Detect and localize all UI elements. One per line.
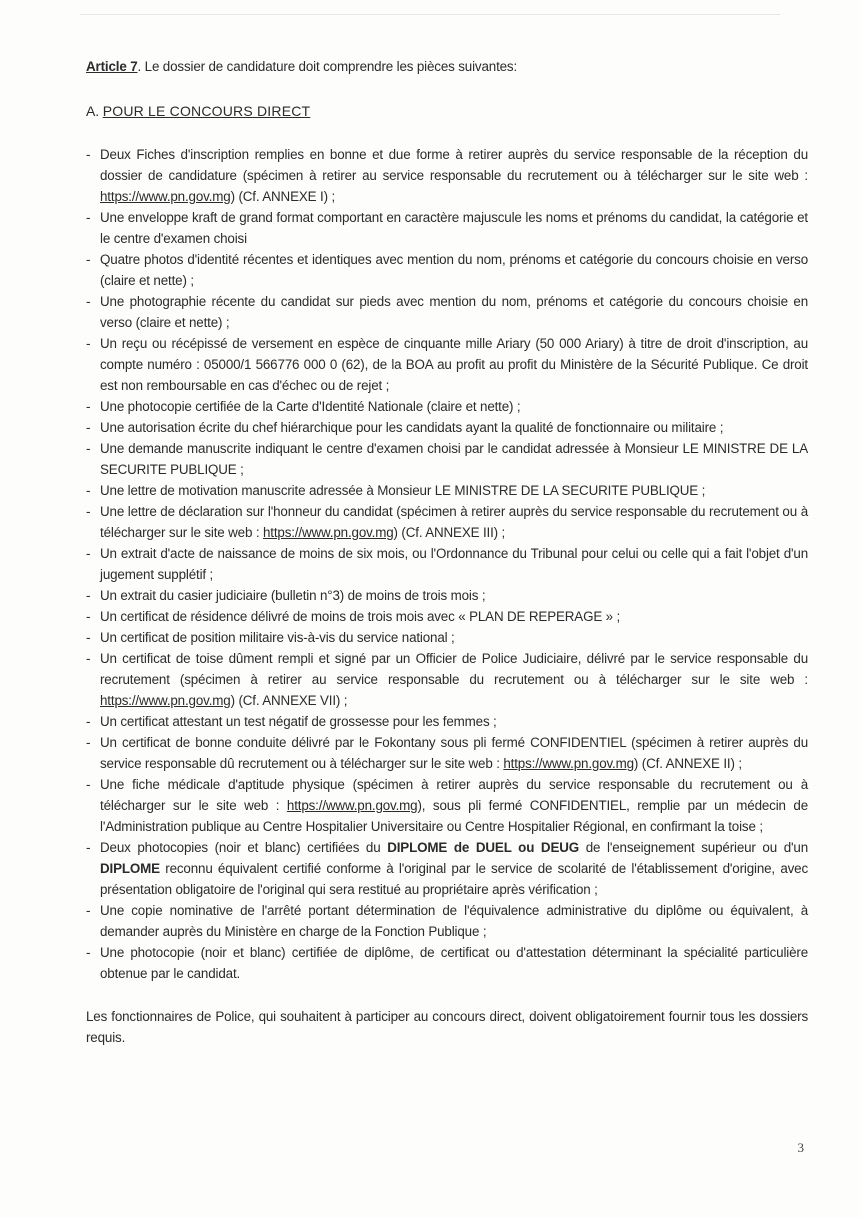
list-item: - Une lettre de motivation manuscrite adressée à Monsieur LE MINISTRE DE LA SECURITE PUBLIQUE ; bbox=[86, 480, 808, 501]
list-item: - Une copie nominative de l'arrêté portant détermination de l'équivalence administrative du diplôme ou équivalent, à demander auprès du Ministère en charge de la Fonction Publique ; bbox=[86, 900, 808, 942]
list-item: - Une lettre de déclaration sur l'honneur du candidat (spécimen à retirer auprès du service responsable du recrutement ou à télécharger sur le site web : https://www.pn.gov.mg) (Cf. ANNEXE III) ; bbox=[86, 501, 808, 543]
list-item: - Une photocopie certifiée de la Carte d'Identité Nationale (claire et nette) ; bbox=[86, 396, 808, 417]
top-rule bbox=[80, 14, 780, 15]
list-item: - Une photographie récente du candidat sur pieds avec mention du nom, prénoms et catégorie du concours choisie en verso (claire et nette) ; bbox=[86, 291, 808, 333]
list-item: - Un certificat de position militaire vis-à-vis du service national ; bbox=[86, 627, 808, 648]
closing-paragraph: Les fonctionnaires de Police, qui souhaitent à participer au concours direct, doivent obligatoirement fournir tous les dossiers requis. bbox=[86, 1009, 808, 1045]
diploma-emphasis: DIPLOME bbox=[100, 861, 160, 876]
list-item: - Un certificat de toise dûment rempli et signé par un Officier de Police Judiciaire, délivré par le service responsable du recrutement (spécimen à retirer au service responsable du recrutement ou à télécharger sur le site web : https://www.pn.gov.mg) (Cf. ANNEXE VII) ; bbox=[86, 648, 808, 711]
list-item: - Un reçu ou récépissé de versement en espèce de cinquante mille Ariary (50 000 Ariary) à titre de droit d'inscription, au compte numéro : 05000/1 566776 000 0 (62), de la BOA au profit au profit du Ministère de la Sécurité Publique. Ce droit est non remboursable en cas d'échec ou de rejet ; bbox=[86, 333, 808, 396]
list-item: - Deux Fiches d'inscription remplies en bonne et due forme à retirer auprès du service responsable de la réception du dossier de candidature (spécimen à retirer au service responsable du recrutement ou à télécharger sur le site web : https://www.pn.gov.mg) (Cf. ANNEXE I) ; bbox=[86, 144, 808, 207]
list-item: - Un certificat attestant un test négatif de grossesse pour les femmes ; bbox=[86, 711, 808, 732]
list-item: - Un certificat de bonne conduite délivré par le Fokontany sous pli fermé CONFIDENTIEL (spécimen à retirer auprès du service responsable dû recrutement ou à télécharger sur le site web : https://www.pn.gov.mg) (Cf. ANNEXE II) ; bbox=[86, 732, 808, 774]
list-item: - Une autorisation écrite du chef hiérarchique pour les candidats ayant la qualité de fonctionnaire ou militaire ; bbox=[86, 417, 808, 438]
website-link[interactable]: https://www.pn.gov.mg bbox=[262, 525, 394, 540]
website-link[interactable]: https://www.pn.gov.mg bbox=[100, 189, 231, 204]
list-item: - Un extrait du casier judiciaire (bulletin n°3) de moins de trois mois ; bbox=[86, 585, 808, 606]
list-item: - Quatre photos d'identité récentes et identiques avec mention du nom, prénoms et catégorie du concours choisie en verso (claire et nette) ; bbox=[86, 249, 808, 291]
document-body bbox=[86, 56, 808, 1061]
section-title: POUR LE CONCOURS DIRECT bbox=[102, 103, 311, 119]
list-item: - Une enveloppe kraft de grand format comportant en caractère majuscule les noms et prénoms du candidat, la catégorie et le centre d'examen choisi bbox=[86, 207, 808, 249]
article-intro: . Le dossier de candidature doit comprendre les pièces suivantes: bbox=[137, 59, 518, 74]
diploma-emphasis: DIPLOME de DUEL ou DEUG bbox=[387, 840, 580, 855]
document-list bbox=[86, 144, 808, 984]
website-link[interactable]: https://www.pn.gov.mg bbox=[286, 798, 418, 813]
list-item: - Un extrait d'acte de naissance de moins de six mois, ou l'Ordonnance du Tribunal pour celui ou celle qui a fait l'objet d'un jugement supplétif ; bbox=[86, 543, 808, 585]
article-heading bbox=[86, 56, 808, 77]
page-number: 3 bbox=[797, 1140, 804, 1155]
list-item: - Deux photocopies (noir et blanc) certifiées du DIPLOME de DUEL ou DEUG de l'enseignement supérieur ou d'un DIPLOME reconnu équivalent certifié conforme à l'original par le service de scolarité de l'établissement d'origine, avec présentation obligatoire de l'original qui sera restitué au propriétaire après vérification ; bbox=[86, 837, 808, 900]
list-item: - Une demande manuscrite indiquant le centre d'examen choisi par le candidat adressée à Monsieur LE MINISTRE DE LA SECURITE PUBLIQUE ; bbox=[86, 438, 808, 480]
article-label: Article 7 bbox=[86, 59, 138, 74]
section-letter: A. bbox=[86, 103, 99, 119]
website-link[interactable]: https://www.pn.gov.mg bbox=[100, 693, 231, 708]
list-item: - Une photocopie (noir et blanc) certifiée de diplôme, de certificat ou d'attestation déterminant la spécialité particulière obtenue par le candidat. bbox=[86, 942, 808, 984]
website-link[interactable]: https://www.pn.gov.mg bbox=[503, 756, 634, 771]
section-heading bbox=[86, 101, 808, 122]
list-item: - Une fiche médicale d'aptitude physique (spécimen à retirer auprès du service responsable du recrutement ou à télécharger sur le site web : https://www.pn.gov.mg), sous pli fermé CONFIDENTIEL, remplie par un médecin de l'Administration publique au Centre Hospitalier Universitaire ou Centre Hospitalier Régional, en confirmant la toise ; bbox=[86, 774, 808, 837]
list-item: - Un certificat de résidence délivré de moins de trois mois avec « PLAN DE REPERAGE » ; bbox=[86, 606, 808, 627]
